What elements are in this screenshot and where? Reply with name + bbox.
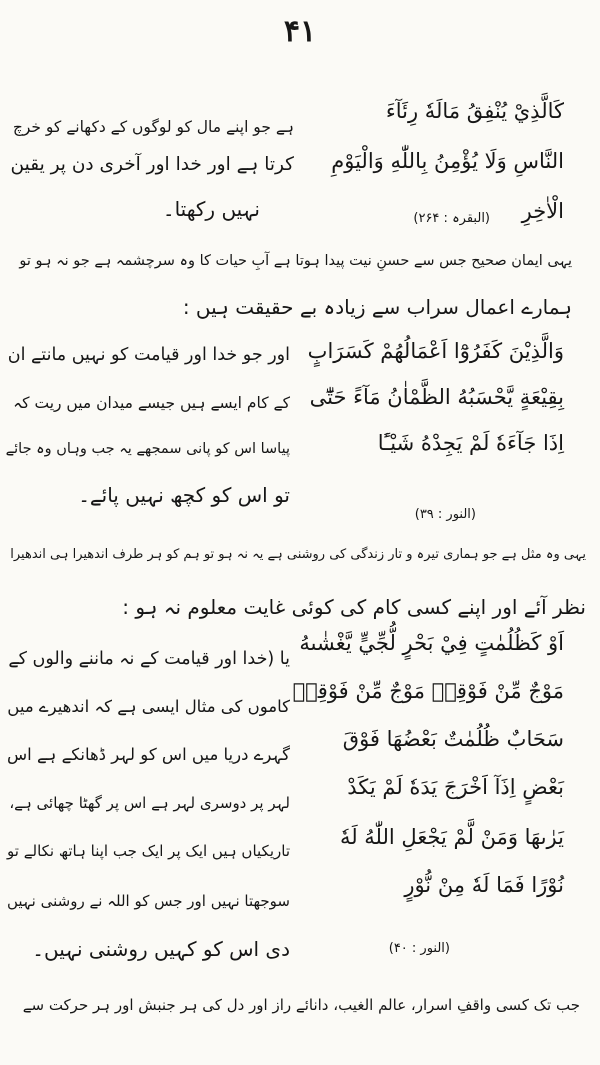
arabic-verse-line: النَّاسِ وَلَا يُؤْمِنُ بِاللّٰهِ وَالْيَوْمِ bbox=[331, 149, 564, 173]
arabic-verse-line: الْاٰخِرِ bbox=[521, 199, 564, 223]
translation-line: پیاسا اس کو پانی سمجھے یہ جب وہاں وہ جائے bbox=[5, 441, 290, 457]
translation-line: تو اس کو کچھ نہیں پائے۔ bbox=[78, 483, 290, 507]
verse-reference: (النور : ۴۰) bbox=[388, 941, 450, 956]
translation-line: کرتا ہے اور خدا اور آخری دن پر یقین bbox=[10, 154, 294, 175]
arabic-verse-line: كَالَّذِيْ يُنْفِقُ مَالَهٗ رِئَآءَ bbox=[385, 99, 564, 123]
translation-line: کے کام ایسے ہیں جیسے میدان میں ریت کہ bbox=[13, 394, 290, 412]
arabic-verse-line: اَوْ كَظُلُمٰتٍ فِيْ بَحْرٍ لُّجِّيٍّ يَّغْشٰىهُ bbox=[299, 631, 564, 655]
translation-line: لہر پر دوسری لہر ہے اس پر گھٹا چھائی ہے، bbox=[9, 794, 290, 812]
prose-line: جب تک کسی واقفِ اسرار، عالم الغیب، دانائے راز اور دل کی ہر جنبش اور ہر حرکت سے bbox=[22, 996, 580, 1014]
translation-line: نہیں رکھتا۔ bbox=[162, 197, 260, 221]
arabic-verse-line: بِقِيْعَةٍ يَّحْسَبُهُ الظَّمْاٰنُ مَآءً حَتّٰٓى bbox=[309, 385, 564, 409]
arabic-verse-line: بَعْضٍ اِذَآ اَخْرَجَ يَدَهٗ لَمْ يَكَدْ bbox=[347, 775, 564, 799]
translation-line: گہرے دریا میں اس کو لہر ڈھانکے ہے اس bbox=[7, 745, 290, 764]
translation-line: یا (خدا اور قیامت کے نہ ماننے والوں کے bbox=[8, 649, 290, 669]
page-number: ۴۱ bbox=[283, 14, 317, 49]
translation-line: ہے جو اپنے مال کو لوگوں کے دکھانے کو خرچ bbox=[12, 118, 294, 136]
translation-line: کاموں کی مثال ایسی ہے کہ اندھیرے میں bbox=[7, 697, 290, 716]
translation-line: دی اس کو کہیں روشنی نہیں۔ bbox=[32, 937, 290, 961]
prose-line: نظر آئے اور اپنے کسی کام کی کوئی غایت معلوم نہ ہو : bbox=[122, 595, 586, 619]
verse-reference: (النور : ۳۹) bbox=[414, 507, 476, 522]
verse-reference: (البقرہ : ۲۶۴) bbox=[413, 211, 490, 226]
translation-line: اور جو خدا اور قیامت کو نہیں مانتے ان bbox=[7, 345, 290, 365]
arabic-verse-line: وَالَّذِيْنَ كَفَرُوْٓا اَعْمَالُهُمْ كَسَرَابٍ bbox=[307, 339, 564, 363]
arabic-verse-line: مَوْجٌ مِّنْ فَوْقِهٖ مَوْجٌ مِّنْ فَوْقِهٖ bbox=[292, 679, 564, 703]
translation-line: سوجھتا نہیں اور جس کو اللہ نے روشنی نہیں bbox=[6, 892, 290, 910]
arabic-verse-line: سَحَابٌ ظُلُمٰتٌ بَعْضُهَا فَوْقَ bbox=[342, 727, 564, 751]
arabic-verse-line: نُوْرًا فَمَا لَهٗ مِنْ نُّوْرٍ bbox=[404, 873, 564, 897]
arabic-verse-line: يَرٰىهَا وَمَنْ لَّمْ يَجْعَلِ اللّٰهُ لَهٗ bbox=[339, 825, 564, 849]
prose-line: یہی ایمان صحیح جس سے حسنِ نیت پیدا ہوتا ہے آبِ حیات کا وہ سرچشمہ ہے جو نہ ہو تو bbox=[19, 253, 572, 269]
arabic-verse-line: اِذَا جَآءَهٗ لَمْ يَجِدْهُ شَيْـًٔا bbox=[377, 431, 564, 455]
prose-line: یہی وہ مثل ہے جو ہماری تیرہ و تار زندگی کی روشنی ہے یہ نہ ہو تو ہم کو ہر طرف اندھیرا ہی اندھیرا bbox=[10, 547, 586, 562]
prose-line: ہمارے اعمال سراب سے زیادہ بے حقیقت ہیں : bbox=[182, 295, 572, 319]
translation-line: تاریکیاں ہیں ایک پر ایک جب اپنا ہاتھ نکالے تو bbox=[7, 842, 290, 860]
